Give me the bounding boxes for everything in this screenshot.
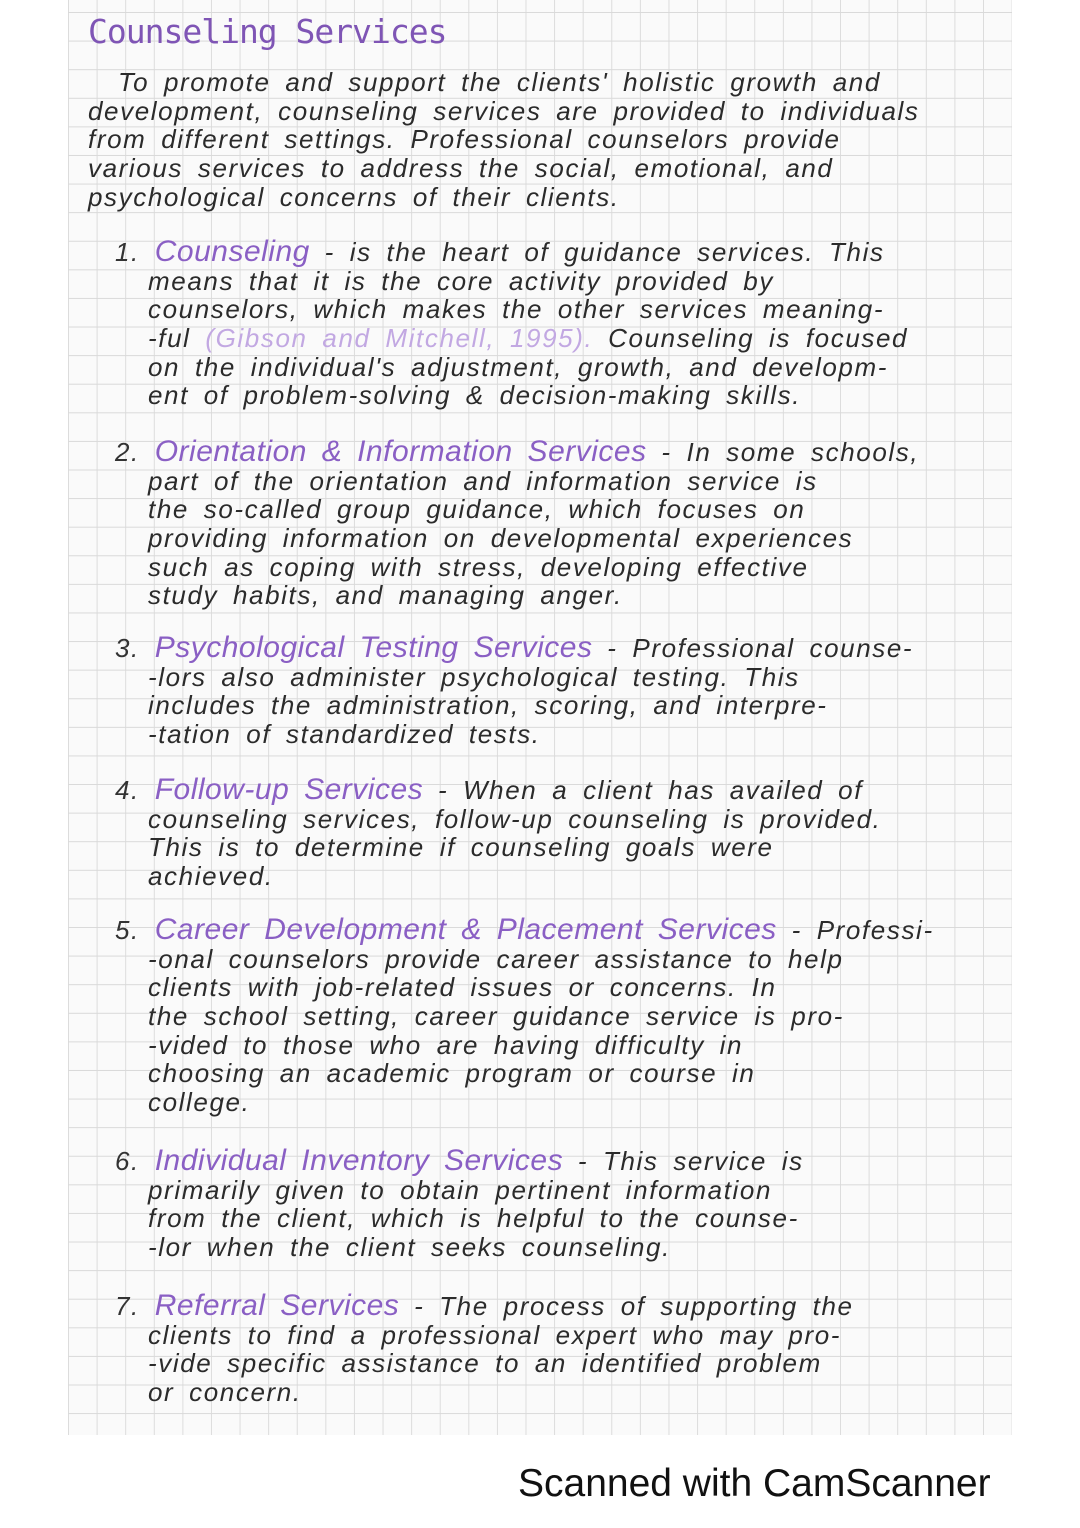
item-text: Counseling is focused [593,323,909,354]
item-number: 3. [115,633,140,663]
list-item [115,235,909,411]
list-item [115,1289,854,1408]
item-line: includes the administration, scoring, and interpre- [148,690,828,721]
item-text: - This service is [563,1146,804,1176]
item-line: primarily given to obtain pertinent information [148,1174,773,1205]
item-line: such as coping with stress, developing effective [148,551,809,582]
item-line: ent of problem-solving & decision-making skills. [148,380,802,411]
intro-line: To promote and support the clients' holistic growth and [118,67,881,97]
item-heading: Career Development & Placement Services [154,913,777,946]
item-line: This is to determine if counseling goals were [148,832,774,863]
item-line: clients to find a professional expert who may pro- [148,1319,842,1350]
intro-paragraph [88,68,920,211]
item-text: -ful [148,323,206,354]
list-item [115,1144,804,1263]
item-line: choosing an academic program or course in [148,1058,756,1089]
item-text: - Professi- [776,915,934,945]
item-line: the so-called group guidance, which focuses on [148,494,806,525]
item-line: study habits, and managing anger. [148,580,623,611]
page-title: Counseling Services [88,12,447,51]
item-line: part of the orientation and information service is [148,465,818,496]
item-heading: Referral Services [154,1289,400,1322]
item-number: 2. [115,437,140,467]
list-item [115,631,914,750]
item-line: clients with job-related issues or concerns. In [148,972,777,1003]
item-number: 7. [115,1291,140,1321]
item-text: - When a client has availed of [423,775,864,805]
item-line: college. [148,1087,251,1118]
item-line: -lors also administer psychological testing. This [148,661,800,692]
list-item [115,435,920,611]
item-text: - Professional counse- [592,633,914,663]
item-number: 5. [115,915,140,945]
intro-line: psychological concerns of their clients. [88,181,620,212]
camscanner-footer: Scanned with CamScanner [518,1462,991,1505]
item-heading: Individual Inventory Services [154,1144,564,1177]
item-line: counselors, which makes the other services meaning- [148,294,885,325]
intro-line: various services to address the social, emotional, and [88,153,834,184]
item-line: -lor when the client seeks counseling. [148,1232,671,1263]
item-line: on the individual's adjustment, growth, and developm- [148,351,889,382]
item-number: 4. [115,775,140,805]
item-line: providing information on developmental experiences [148,523,854,554]
item-heading: Orientation & Information Services [154,435,647,468]
item-line: -vide specific assistance to an identified problem [148,1348,822,1379]
item-text: - The process of supporting the [399,1291,854,1321]
intro-line: development, counseling services are provided to individuals [88,95,920,126]
list-item [115,773,882,892]
item-line: counseling services, follow-up counseling is provided. [148,803,882,834]
item-line: -tation of standardized tests. [148,719,541,750]
item-line: -onal counselors provide career assistance to help [148,943,844,974]
intro-line: from different settings. Professional counselors provide [88,124,841,155]
item-heading: Psychological Testing Services [154,631,593,664]
item-line: means that it is the core activity provided by [148,265,774,296]
item-line: or concern. [148,1377,302,1408]
item-line [115,324,908,353]
item-text: - is the heart of guidance services. This [309,237,885,267]
item-number: 1. [115,237,140,267]
list-item [115,913,934,1118]
item-line: -vided to those who are having difficulty in [148,1029,744,1060]
item-line: achieved. [148,861,274,892]
item-line: the school setting, career guidance service is pro- [148,1001,844,1032]
item-line: from the client, which is helpful to the counse- [148,1203,799,1234]
item-text: - In some schools, [646,437,920,467]
item-number: 6. [115,1146,140,1176]
item-heading: Follow-up Services [154,773,424,806]
item-heading: Counseling [154,235,310,268]
citation: (Gibson and Mitchell, 1995). [205,323,594,354]
